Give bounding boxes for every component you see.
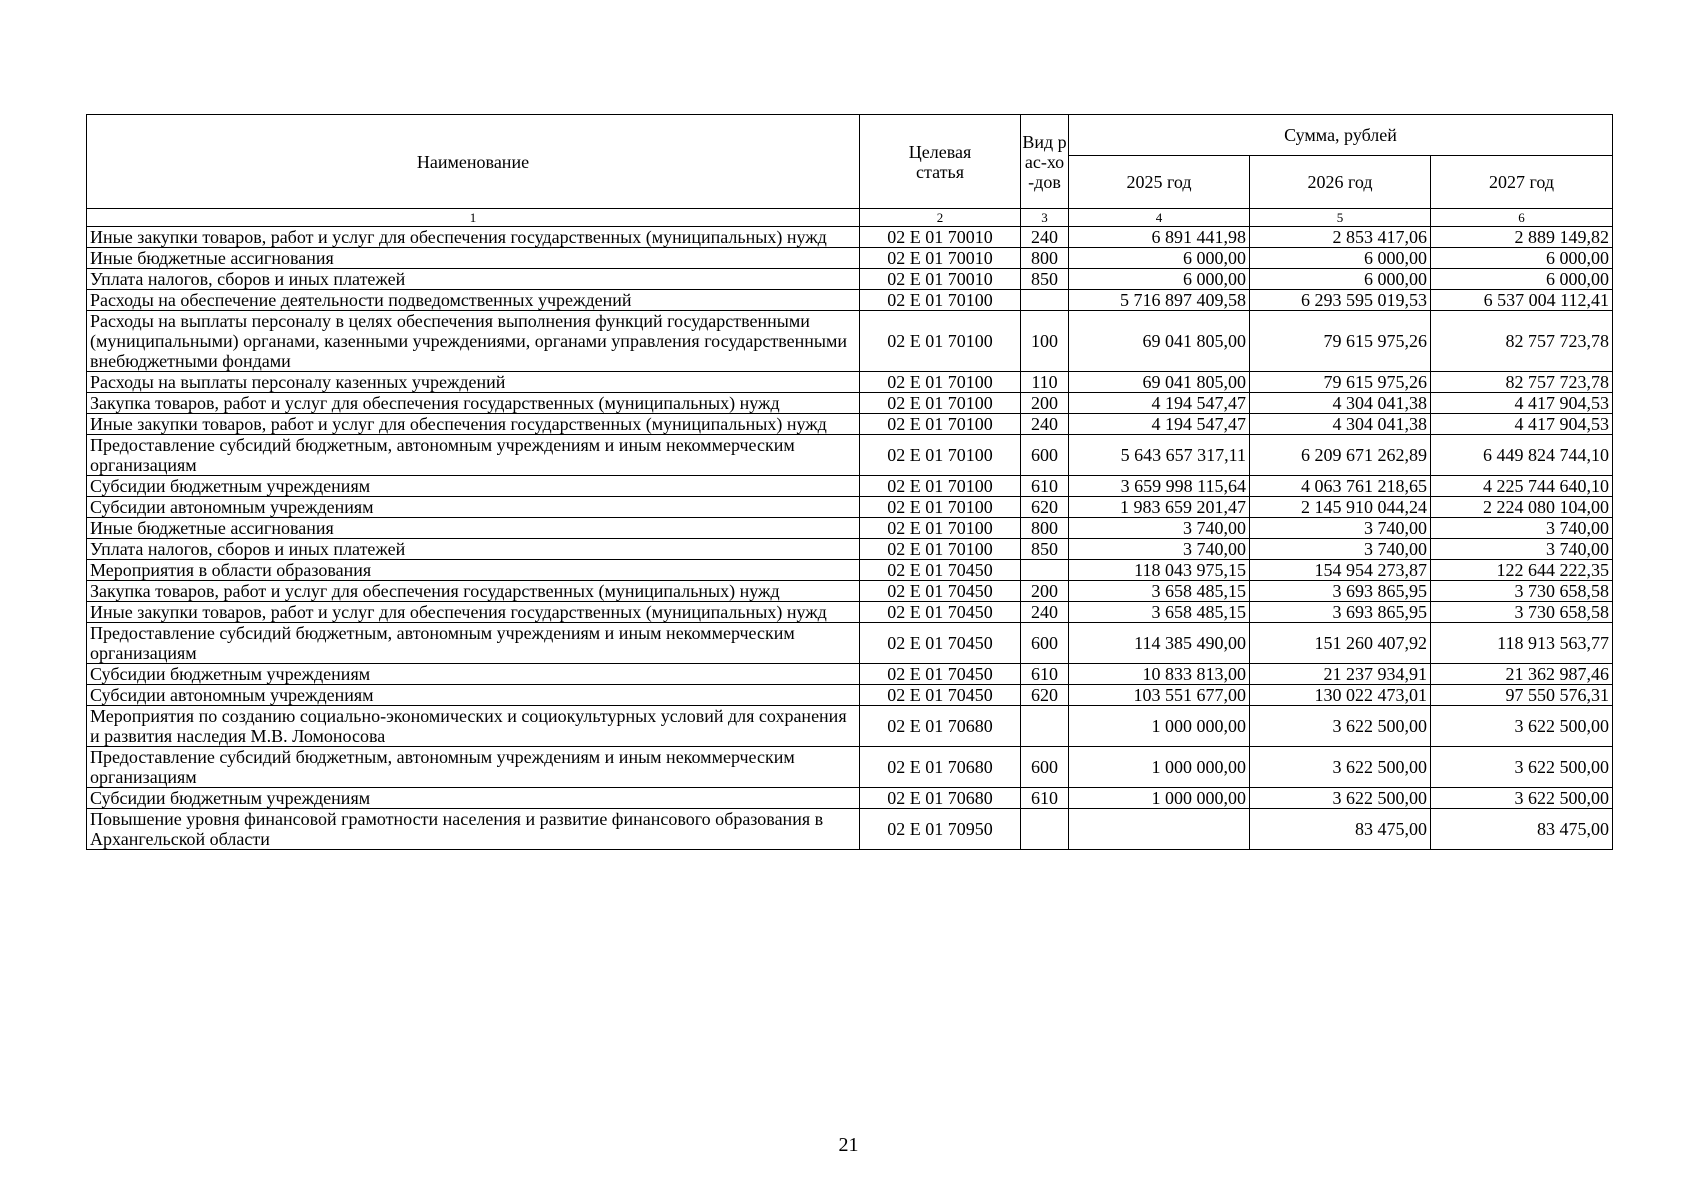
row-target-code: 02 E 01 70100 [860, 311, 1021, 372]
row-target-code: 02 E 01 70010 [860, 269, 1021, 290]
row-expense-kind: 240 [1021, 227, 1069, 248]
table-row [87, 539, 1613, 560]
row-amount-2026: 79 615 975,26 [1250, 311, 1431, 372]
row-amount-2027: 118 913 563,77 [1431, 623, 1613, 664]
row-amount-2026: 3 622 500,00 [1250, 747, 1431, 788]
table-row [87, 685, 1613, 706]
row-amount-2026: 21 237 934,91 [1250, 664, 1431, 685]
row-expense-kind: 100 [1021, 311, 1069, 372]
col-num-2: 2 [860, 209, 1021, 227]
row-target-code: 02 E 01 70450 [860, 623, 1021, 664]
table-row [87, 311, 1613, 372]
row-target-code: 02 E 01 70450 [860, 602, 1021, 623]
row-amount-2027: 82 757 723,78 [1431, 311, 1613, 372]
row-amount-2027: 3 740,00 [1431, 518, 1613, 539]
row-name: Иные закупки товаров, работ и услуг для обеспечения государственных (муниципальных) нужд [87, 602, 860, 623]
row-target-code: 02 E 01 70100 [860, 290, 1021, 311]
row-amount-2025: 6 000,00 [1069, 269, 1250, 290]
row-expense-kind: 600 [1021, 435, 1069, 476]
row-expense-kind: 600 [1021, 623, 1069, 664]
table-row [87, 518, 1613, 539]
row-expense-kind [1021, 290, 1069, 311]
row-amount-2025: 4 194 547,47 [1069, 393, 1250, 414]
row-expense-kind [1021, 706, 1069, 747]
row-target-code: 02 E 01 70450 [860, 685, 1021, 706]
col-num-6: 6 [1431, 209, 1613, 227]
row-target-code: 02 E 01 70010 [860, 227, 1021, 248]
row-amount-2026: 151 260 407,92 [1250, 623, 1431, 664]
row-amount-2027: 2 889 149,82 [1431, 227, 1613, 248]
row-expense-kind: 850 [1021, 539, 1069, 560]
row-target-code: 02 E 01 70100 [860, 518, 1021, 539]
header-target: Целевая статья [860, 115, 1021, 209]
row-amount-2025: 69 041 805,00 [1069, 311, 1250, 372]
row-name: Иные бюджетные ассигнования [87, 518, 860, 539]
row-amount-2025: 1 000 000,00 [1069, 706, 1250, 747]
header-year-2026: 2026 год [1250, 156, 1431, 209]
row-target-code: 02 E 01 70450 [860, 664, 1021, 685]
row-amount-2025: 5 643 657 317,11 [1069, 435, 1250, 476]
row-name: Иные закупки товаров, работ и услуг для обеспечения государственных (муниципальных) нужд [87, 414, 860, 435]
row-name: Закупка товаров, работ и услуг для обеспечения государственных (муниципальных) нужд [87, 581, 860, 602]
row-target-code: 02 E 01 70100 [860, 372, 1021, 393]
row-name: Повышение уровня финансовой грамотности населения и развитие финансового образования в Архангельской области [87, 809, 860, 850]
row-expense-kind: 200 [1021, 393, 1069, 414]
row-name: Субсидии автономным учреждениям [87, 497, 860, 518]
row-amount-2027: 3 622 500,00 [1431, 747, 1613, 788]
row-amount-2025: 6 000,00 [1069, 248, 1250, 269]
row-amount-2027: 3 622 500,00 [1431, 706, 1613, 747]
table-row [87, 809, 1613, 850]
col-num-1: 1 [87, 209, 860, 227]
row-amount-2027: 21 362 987,46 [1431, 664, 1613, 685]
row-expense-kind [1021, 560, 1069, 581]
row-target-code: 02 E 01 70100 [860, 414, 1021, 435]
row-amount-2025: 1 000 000,00 [1069, 747, 1250, 788]
row-expense-kind: 200 [1021, 581, 1069, 602]
table-row [87, 414, 1613, 435]
row-name: Субсидии бюджетным учреждениям [87, 664, 860, 685]
row-expense-kind: 610 [1021, 664, 1069, 685]
row-target-code: 02 E 01 70680 [860, 747, 1021, 788]
row-amount-2027: 97 550 576,31 [1431, 685, 1613, 706]
row-amount-2027: 4 417 904,53 [1431, 414, 1613, 435]
row-name: Субсидии автономным учреждениям [87, 685, 860, 706]
row-expense-kind [1021, 809, 1069, 850]
table-row [87, 788, 1613, 809]
budget-table [86, 114, 1613, 850]
row-amount-2026: 4 304 041,38 [1250, 414, 1431, 435]
row-amount-2026: 3 622 500,00 [1250, 706, 1431, 747]
row-amount-2026: 3 622 500,00 [1250, 788, 1431, 809]
row-amount-2026: 3 740,00 [1250, 539, 1431, 560]
row-amount-2025: 3 740,00 [1069, 539, 1250, 560]
row-target-code: 02 E 01 70100 [860, 393, 1021, 414]
table-row [87, 602, 1613, 623]
row-amount-2027: 3 730 658,58 [1431, 581, 1613, 602]
table-row [87, 227, 1613, 248]
row-amount-2026: 79 615 975,26 [1250, 372, 1431, 393]
row-amount-2027: 3 740,00 [1431, 539, 1613, 560]
row-amount-2025: 69 041 805,00 [1069, 372, 1250, 393]
row-amount-2026: 3 693 865,95 [1250, 581, 1431, 602]
row-amount-2025: 5 716 897 409,58 [1069, 290, 1250, 311]
row-name: Расходы на выплаты персоналу казенных учреждений [87, 372, 860, 393]
row-expense-kind: 610 [1021, 788, 1069, 809]
page-number: 21 [838, 1134, 859, 1156]
row-target-code: 02 E 01 70450 [860, 560, 1021, 581]
row-amount-2025: 1 983 659 201,47 [1069, 497, 1250, 518]
row-amount-2027: 2 224 080 104,00 [1431, 497, 1613, 518]
table-row [87, 747, 1613, 788]
table-row [87, 435, 1613, 476]
row-amount-2026: 3 740,00 [1250, 518, 1431, 539]
row-expense-kind: 600 [1021, 747, 1069, 788]
row-target-code: 02 E 01 70950 [860, 809, 1021, 850]
row-expense-kind: 110 [1021, 372, 1069, 393]
row-name: Закупка товаров, работ и услуг для обеспечения государственных (муниципальных) нужд [87, 393, 860, 414]
row-name: Иные бюджетные ассигнования [87, 248, 860, 269]
col-num-5: 5 [1250, 209, 1431, 227]
row-amount-2027: 6 000,00 [1431, 269, 1613, 290]
row-name: Уплата налогов, сборов и иных платежей [87, 269, 860, 290]
row-expense-kind: 620 [1021, 497, 1069, 518]
row-target-code: 02 E 01 70100 [860, 539, 1021, 560]
row-name: Субсидии бюджетным учреждениям [87, 788, 860, 809]
row-amount-2025: 3 659 998 115,64 [1069, 476, 1250, 497]
row-target-code: 02 E 01 70100 [860, 435, 1021, 476]
row-amount-2026: 4 304 041,38 [1250, 393, 1431, 414]
row-amount-2027: 6 449 824 744,10 [1431, 435, 1613, 476]
table-row [87, 706, 1613, 747]
row-name: Предоставление субсидий бюджетным, автономным учреждениям и иным некоммерческим организациям [87, 623, 860, 664]
row-name: Уплата налогов, сборов и иных платежей [87, 539, 860, 560]
row-name: Иные закупки товаров, работ и услуг для обеспечения государственных (муниципальных) нужд [87, 227, 860, 248]
table-row [87, 393, 1613, 414]
col-num-4: 4 [1069, 209, 1250, 227]
row-amount-2025 [1069, 809, 1250, 850]
row-amount-2025: 3 658 485,15 [1069, 581, 1250, 602]
table-row [87, 290, 1613, 311]
row-amount-2027: 3 622 500,00 [1431, 788, 1613, 809]
column-number-row [87, 209, 1613, 227]
row-name: Субсидии бюджетным учреждениям [87, 476, 860, 497]
row-amount-2027: 6 000,00 [1431, 248, 1613, 269]
row-amount-2026: 6 000,00 [1250, 248, 1431, 269]
table-row [87, 248, 1613, 269]
row-name: Расходы на выплаты персоналу в целях обеспечения выполнения функций государственными (муниципальными) органами, казенными учреждениями, органами управления государственными внебюджетными фондами [87, 311, 860, 372]
row-amount-2026: 83 475,00 [1250, 809, 1431, 850]
row-amount-2025: 10 833 813,00 [1069, 664, 1250, 685]
table-row [87, 560, 1613, 581]
row-expense-kind: 800 [1021, 248, 1069, 269]
table-row [87, 372, 1613, 393]
row-amount-2025: 114 385 490,00 [1069, 623, 1250, 664]
row-name: Мероприятия по созданию социально-экономических и социокультурных условий для сохранения и развития наследия М.В. Ломоносова [87, 706, 860, 747]
row-amount-2025: 4 194 547,47 [1069, 414, 1250, 435]
row-expense-kind: 620 [1021, 685, 1069, 706]
row-amount-2026: 6 000,00 [1250, 269, 1431, 290]
row-amount-2026: 4 063 761 218,65 [1250, 476, 1431, 497]
table-row [87, 623, 1613, 664]
row-amount-2026: 6 293 595 019,53 [1250, 290, 1431, 311]
table-row [87, 269, 1613, 290]
table-row [87, 497, 1613, 518]
row-amount-2026: 3 693 865,95 [1250, 602, 1431, 623]
table-row [87, 581, 1613, 602]
row-amount-2027: 4 417 904,53 [1431, 393, 1613, 414]
row-target-code: 02 E 01 70100 [860, 497, 1021, 518]
row-target-code: 02 E 01 70450 [860, 581, 1021, 602]
row-amount-2027: 3 730 658,58 [1431, 602, 1613, 623]
col-num-3: 3 [1021, 209, 1069, 227]
row-name: Мероприятия в области образования [87, 560, 860, 581]
row-amount-2026: 130 022 473,01 [1250, 685, 1431, 706]
row-amount-2026: 154 954 273,87 [1250, 560, 1431, 581]
row-amount-2026: 2 145 910 044,24 [1250, 497, 1431, 518]
row-expense-kind: 240 [1021, 602, 1069, 623]
row-target-code: 02 E 01 70680 [860, 706, 1021, 747]
header-year-2025: 2025 год [1069, 156, 1250, 209]
row-expense-kind: 800 [1021, 518, 1069, 539]
row-amount-2026: 6 209 671 262,89 [1250, 435, 1431, 476]
row-target-code: 02 E 01 70010 [860, 248, 1021, 269]
row-expense-kind: 240 [1021, 414, 1069, 435]
row-amount-2027: 4 225 744 640,10 [1431, 476, 1613, 497]
table-row [87, 476, 1613, 497]
row-amount-2027: 6 537 004 112,41 [1431, 290, 1613, 311]
header-kind: Вид рас-хо-дов [1021, 115, 1069, 209]
row-expense-kind: 850 [1021, 269, 1069, 290]
row-target-code: 02 E 01 70100 [860, 476, 1021, 497]
row-amount-2025: 1 000 000,00 [1069, 788, 1250, 809]
header-year-2027: 2027 год [1431, 156, 1613, 209]
row-name: Предоставление субсидий бюджетным, автономным учреждениям и иным некоммерческим организациям [87, 747, 860, 788]
header-sum: Сумма, рублей [1069, 115, 1613, 156]
row-amount-2025: 3 740,00 [1069, 518, 1250, 539]
row-target-code: 02 E 01 70680 [860, 788, 1021, 809]
table-row [87, 664, 1613, 685]
row-amount-2025: 103 551 677,00 [1069, 685, 1250, 706]
row-amount-2027: 82 757 723,78 [1431, 372, 1613, 393]
header-name: Наименование [87, 115, 860, 209]
row-amount-2025: 3 658 485,15 [1069, 602, 1250, 623]
row-name: Расходы на обеспечение деятельности подведомственных учреждений [87, 290, 860, 311]
row-amount-2025: 118 043 975,15 [1069, 560, 1250, 581]
row-expense-kind: 610 [1021, 476, 1069, 497]
row-amount-2026: 2 853 417,06 [1250, 227, 1431, 248]
row-amount-2027: 122 644 222,35 [1431, 560, 1613, 581]
row-amount-2027: 83 475,00 [1431, 809, 1613, 850]
row-amount-2025: 6 891 441,98 [1069, 227, 1250, 248]
row-name: Предоставление субсидий бюджетным, автономным учреждениям и иным некоммерческим организациям [87, 435, 860, 476]
